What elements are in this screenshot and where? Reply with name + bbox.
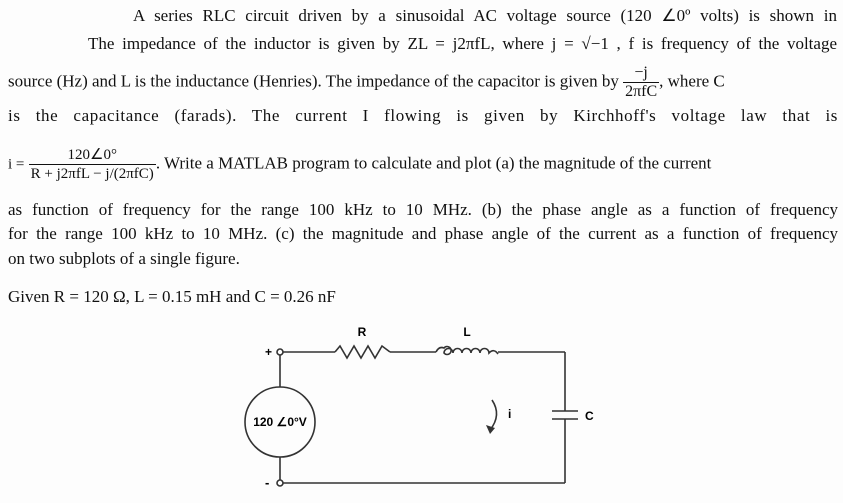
fraction-denominator: R + j2πfL − j/(2πfC): [30, 166, 154, 182]
text-line-7: for the range 100 kHz to 10 MHz. (c) the magnitude and phase angle of the current as a function of frequency: [8, 224, 838, 243]
plus-sign: +: [265, 345, 273, 359]
given-values: Given R = 120 Ω, L = 0.15 mH and C = 0.26 nF: [8, 287, 336, 306]
resistor-label: R: [357, 325, 367, 339]
text-line-3-pre: source (Hz) and L is the inductance (Henries). The impedance of the capacitor is given by: [8, 71, 619, 91]
text-line-2: The impedance of the inductor is given by ZL = j2πfL, where j = √−1 , f is frequency of the voltage: [88, 34, 837, 53]
text-line-5-post: . Write a MATLAB program to calculate and plot (a) the magnitude of the current: [155, 153, 712, 173]
inductor-label: L: [463, 325, 471, 339]
fraction-numerator: −j: [623, 64, 659, 83]
fraction-denominator: 2πfC: [625, 83, 658, 100]
resistor-symbol: [335, 346, 390, 358]
text-line-1: A series RLC circuit driven by a sinusoidal AC voltage source (120 ∠0º volts) is shown in: [133, 6, 837, 25]
text-line-4: is the capacitance (farads). The current I flowing is given by Kirchhoff's voltage law that is: [8, 106, 838, 125]
capacitor-label: C: [585, 409, 594, 423]
text-line-6: as function of frequency for the range 100 kHz to 10 MHz. (b) the phase angle as a function of frequency: [8, 200, 838, 219]
source-label: 120 ∠0°V: [253, 415, 307, 429]
text-line-8: on two subplots of a single figure.: [8, 249, 240, 268]
current-arrowhead-icon: [486, 425, 495, 434]
terminal-plus: [277, 349, 283, 355]
current-label: i: [508, 407, 512, 421]
inductor-symbol: [436, 347, 498, 355]
terminal-minus: [277, 480, 283, 486]
text-line-3-post: , where C: [659, 71, 725, 91]
current-lhs: i =: [8, 156, 25, 173]
current-arrow-icon: [490, 400, 497, 430]
minus-sign: -: [265, 475, 270, 490]
fraction-numerator: 120∠0°: [29, 146, 156, 165]
